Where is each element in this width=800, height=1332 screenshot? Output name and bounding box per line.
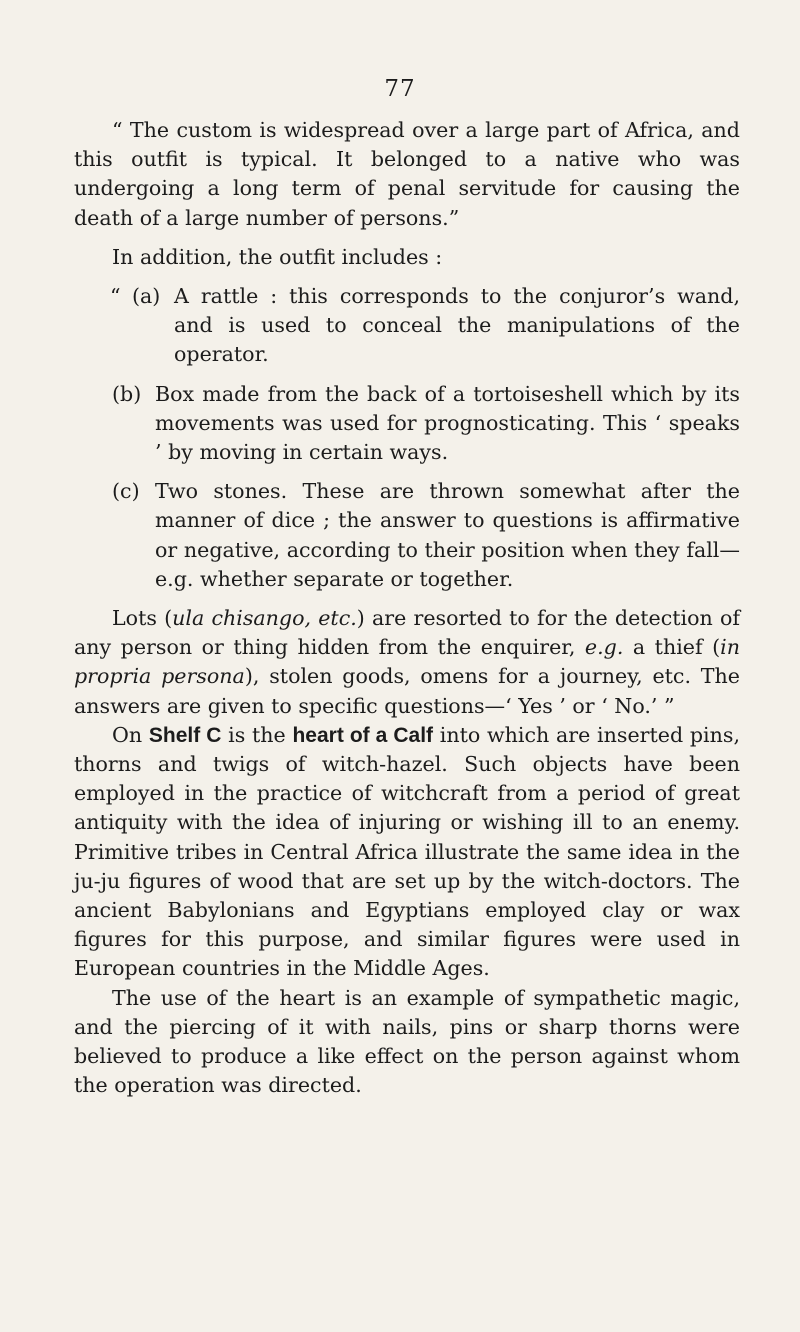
list-item-text: Two stones. These are thrown somewhat after the manner of dice ; the answer to questions is affirmative or negative, according to their position when they fall—e.g. whether separate or together. bbox=[155, 479, 740, 591]
italic-run: e.g. bbox=[584, 635, 624, 660]
list-marker: (b) bbox=[112, 381, 142, 406]
text-run: into which are inserted pins, thorns and twigs of witch-hazel. Such objects have been employed in the practice of witchcraft from a period of great antiquity with the idea of injuring or wishing ill to an enemy. Primitive tribes in Central Africa illustrate the same idea in the ju-ju figures of wood that are set up by the witch-doctors. The ancient Babylonians and Egyptians employed clay or wax figures for this purpose, and similar figures were used in European countries in the Middle Ages. bbox=[74, 722, 740, 981]
list-marker: (a) bbox=[132, 284, 161, 309]
lots-paragraph bbox=[74, 604, 740, 721]
intro-paragraph: In addition, the outfit includes : bbox=[112, 244, 443, 269]
outfit-list bbox=[74, 282, 740, 594]
opening-quote: “ bbox=[110, 284, 121, 309]
text-run: Lots ( bbox=[112, 606, 173, 631]
list-item-text: Box made from the back of a tortoiseshell which by its movements was used for prognosticating. This ‘ speaks ’ by moving in certain ways. bbox=[155, 381, 740, 465]
body-text bbox=[74, 116, 740, 1101]
text-run: ), stolen goods, omens for a journey, etc. The answers are given to specific questions—‘ Yes ’ or ‘ No.’ ” bbox=[74, 664, 740, 718]
italic-run: ula chisango, etc. bbox=[172, 606, 357, 631]
quoted-paragraph: “ The custom is widespread over a large part of Africa, and this outfit is typical. It belonged to a native who was undergoing a long term of penal servitude for causing the death of a large number of persons.” bbox=[74, 118, 740, 230]
shelf-label: Shelf C bbox=[148, 723, 222, 747]
list-item bbox=[74, 477, 740, 594]
list-item bbox=[74, 380, 740, 468]
text-run: ) are resorted to for the detection of any person or thing hidden from the enquirer, bbox=[74, 606, 740, 660]
text-run: is the bbox=[221, 722, 293, 747]
exhibit-label: heart of a Calf bbox=[292, 723, 434, 747]
list-marker: (c) bbox=[112, 479, 140, 504]
list-item bbox=[74, 282, 740, 370]
closing-paragraph: The use of the heart is an example of sympathetic magic, and the piercing of it with nails, pins or sharp thorns were believed to produce a like effect on the person against whom the operation was directed. bbox=[74, 985, 740, 1098]
page-number: 77 bbox=[384, 76, 416, 102]
shelf-paragraph bbox=[74, 721, 740, 984]
list-item-text: A rattle : this corresponds to the conjuror’s wand, and is used to conceal the manipulations of the operator. bbox=[174, 284, 740, 367]
text-run: a thief ( bbox=[623, 635, 721, 660]
italic-run: in propria persona bbox=[74, 635, 740, 689]
text-run: On bbox=[112, 722, 149, 747]
